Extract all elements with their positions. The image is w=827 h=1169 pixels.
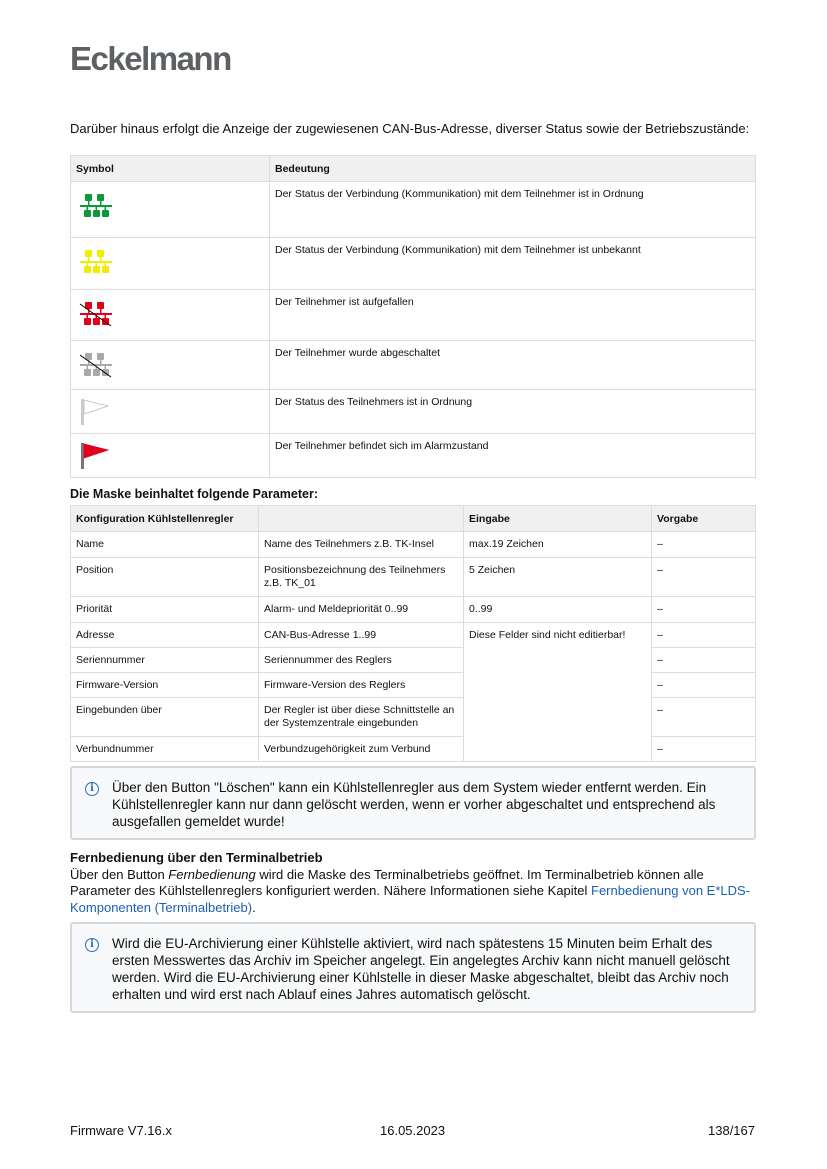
info-text: Über den Button "Löschen" kann ein Kühlstellenregler aus dem System wieder entfernt werden. Ein Kühlstellenregler kann nur dann gelöscht werden, wenn er vorher abgeschaltet und entsprechend als ausgefallen gemeldet wurde! — [112, 780, 716, 829]
symbol-row — [71, 434, 756, 478]
param-cell: Eingebunden über — [71, 698, 259, 737]
param-row — [71, 673, 756, 698]
param-cell: Seriennummer des Reglers — [259, 648, 464, 673]
footer-page: 138/167 — [708, 1123, 755, 1138]
header-symbol: Symbol — [71, 156, 270, 182]
param-cell: 0..99 — [464, 597, 652, 623]
param-cell: Verbundnummer — [71, 737, 259, 762]
network-unknown-icon — [79, 269, 113, 281]
symbol-row — [71, 182, 756, 238]
symbol-row — [71, 341, 756, 390]
param-cell: – — [652, 597, 756, 623]
param-cell: Verbundzugehörigkeit zum Verbund — [259, 737, 464, 762]
symbol-meaning: Der Status der Verbindung (Kommunikation) mit dem Teilnehmer ist unbekannt — [270, 238, 756, 290]
param-cell: Name des Teilnehmers z.B. TK-Insel — [259, 532, 464, 558]
param-cell: 5 Zeichen — [464, 558, 652, 597]
terminal-heading: Fernbedienung über den Terminalbetrieb — [70, 850, 323, 865]
param-cell: Priorität — [71, 597, 259, 623]
param-cell: CAN-Bus-Adresse 1..99 — [259, 623, 464, 648]
header-description — [259, 506, 464, 532]
param-cell: – — [652, 737, 756, 762]
info-box-delete — [70, 766, 756, 840]
params-table — [70, 505, 756, 762]
param-row — [71, 532, 756, 558]
symbol-meaning: Der Teilnehmer befindet sich im Alarmzustand — [270, 434, 756, 478]
symbol-row — [71, 290, 756, 341]
param-cell: Firmware-Version des Reglers — [259, 673, 464, 698]
param-row — [71, 623, 756, 648]
terminal-section — [70, 850, 760, 916]
param-row — [71, 698, 756, 737]
param-cell: max.19 Zeichen — [464, 532, 652, 558]
param-cell: – — [652, 673, 756, 698]
flag-alarm-icon — [79, 463, 113, 475]
info-icon: i — [85, 782, 99, 796]
info-box-archive — [70, 922, 756, 1013]
param-cell: Firmware-Version — [71, 673, 259, 698]
param-cell: – — [652, 623, 756, 648]
param-cell: – — [652, 532, 756, 558]
param-row — [71, 737, 756, 762]
param-row — [71, 597, 756, 623]
param-cell: Seriennummer — [71, 648, 259, 673]
header-input: Eingabe — [464, 506, 652, 532]
terminal-text: Über den Button — [70, 866, 169, 882]
info-icon: i — [85, 938, 99, 952]
param-cell: – — [652, 558, 756, 597]
eckelmann-logo: Eckelmann — [70, 40, 231, 77]
symbol-meaning: Der Status der Verbindung (Kommunikation) mit dem Teilnehmer ist in Ordnung — [270, 182, 756, 238]
symbol-table — [70, 155, 756, 478]
param-cell: Position — [71, 558, 259, 597]
param-cell: Der Regler ist über diese Schnittstelle an der Systemzentrale eingebunden — [259, 698, 464, 737]
footer-date: 16.05.2023 — [380, 1123, 446, 1138]
footer-firmware: Firmware V7.16.x — [70, 1123, 172, 1138]
param-cell: Alarm- und Meldepriorität 0..99 — [259, 597, 464, 623]
header-meaning: Bedeutung — [270, 156, 756, 182]
header-default: Vorgabe — [652, 506, 756, 532]
params-heading: Die Maske beinhaltet folgende Parameter: — [70, 487, 318, 501]
symbol-row — [71, 390, 756, 434]
terminal-end: . — [252, 899, 256, 915]
symbol-meaning: Der Teilnehmer ist aufgefallen — [270, 290, 756, 341]
network-failed-icon — [79, 321, 113, 333]
info-text: Wird die EU-Archivierung einer Kühlstelle aktiviert, wird nach spätestens 15 Minuten beim Erhalt des ersten Messwertes das Archiv im Speicher angelegt. Ein angelegtes Archiv kann nicht manuell gelöscht werden. Wird die EU-Archivierung einer Kühlstelle in dieser Maske abgeschaltet, bleibt das Archiv noch erhalten und wird erst nach Ablauf eines Jahres automatisch gelöscht. — [112, 936, 730, 1002]
param-cell: Name — [71, 532, 259, 558]
network-off-icon — [79, 372, 113, 384]
param-cell: – — [652, 698, 756, 737]
param-cell: Adresse — [71, 623, 259, 648]
header-config: Konfiguration Kühlstellenregler — [71, 506, 259, 532]
network-ok-icon — [79, 213, 113, 225]
param-cell: – — [652, 648, 756, 673]
param-row — [71, 648, 756, 673]
terminal-emphasis: Fernbedienung — [168, 866, 256, 882]
param-cell: Diese Felder sind nicht editierbar! — [464, 623, 652, 762]
flag-ok-icon — [79, 419, 113, 431]
terminal-text-2: wird die Maske des Terminalbetriebs geöffnet. Im Terminalbetrieb können alle Parameter des Kühlstellenreglers konfiguriert werden. Nähere Informationen siehe Kapitel — [70, 866, 704, 898]
intro-text: Darüber hinaus erfolgt die Anzeige der zugewiesenen CAN-Bus-Adresse, diverser Status sowie der Betriebszustände: — [70, 121, 750, 136]
symbol-row — [71, 238, 756, 290]
terminal-chapter-link[interactable]: Fernbedienung von E*LDS-Komponenten (Terminalbetrieb) — [70, 883, 751, 915]
symbol-meaning: Der Teilnehmer wurde abgeschaltet — [270, 341, 756, 390]
param-row — [71, 558, 756, 597]
param-cell: Positionsbezeichnung des Teilnehmers z.B. TK_01 — [259, 558, 464, 597]
symbol-meaning: Der Status des Teilnehmers ist in Ordnung — [270, 390, 756, 434]
